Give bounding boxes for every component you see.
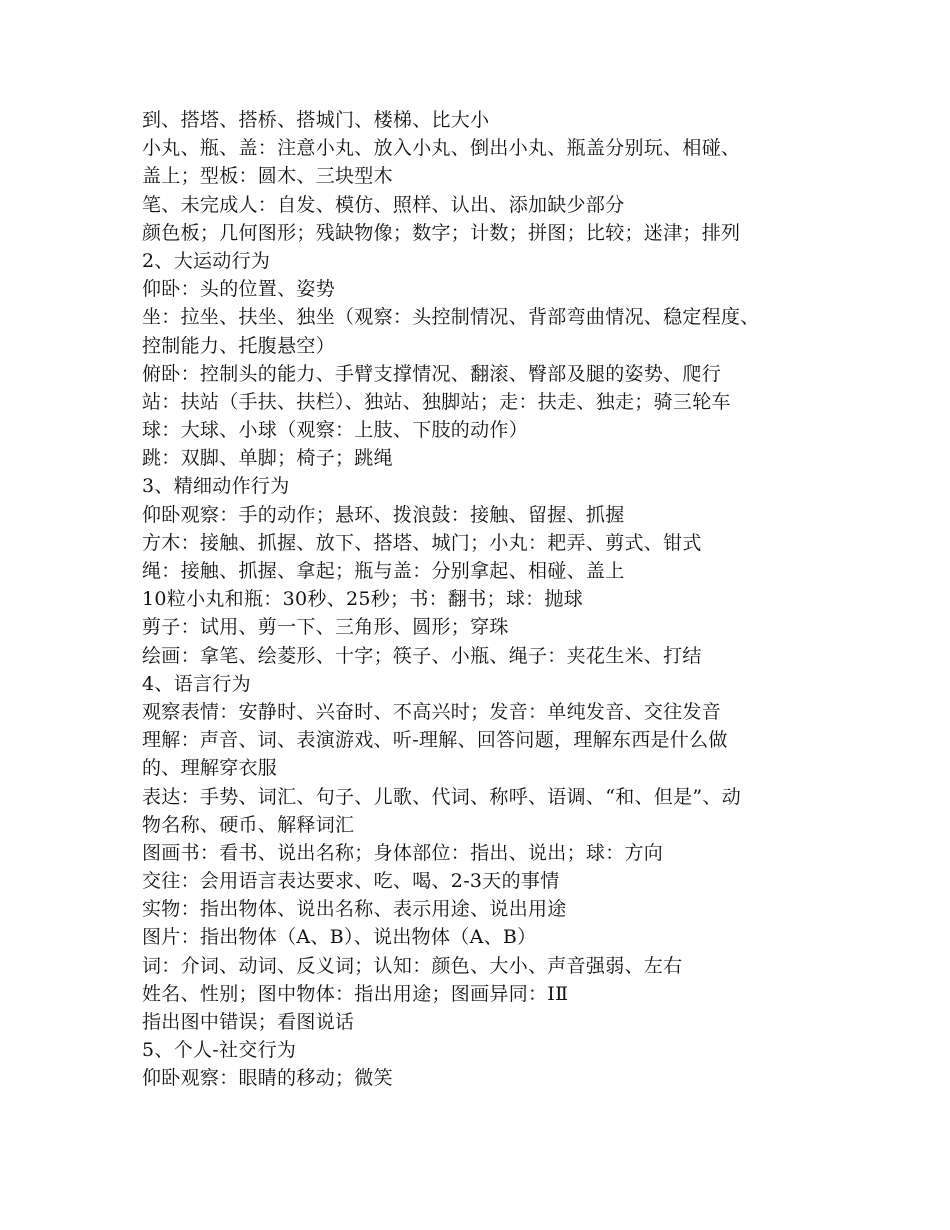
text-line: 小丸、瓶、盖：注意小丸、放入小丸、倒出小丸、瓶盖分别玩、相碰、 bbox=[142, 137, 741, 160]
text-line: 站：扶站（手扶、扶栏）、独站、独脚站；走：扶走、独走；骑三轮车 bbox=[142, 390, 731, 413]
text-line: 控制能力、托腹悬空） bbox=[142, 334, 336, 357]
text-line: 俯卧：控制头的能力、手臂支撑情况、翻滚、臀部及腿的姿势、爬行 bbox=[142, 362, 722, 385]
text-line: 坐：拉坐、扶坐、独坐（观察：头控制情况、背部弯曲情况、稳定程度、 bbox=[142, 306, 760, 329]
section-heading: 2、大运动行为 bbox=[142, 249, 271, 272]
section-heading: 4、语言行为 bbox=[142, 672, 251, 695]
text-line: 姓名、性别；图中物体：指出用途；图画异同：ⅠⅡ bbox=[142, 982, 569, 1005]
text-line: 笔、未完成人：自发、模仿、照样、认出、添加缺少部分 bbox=[142, 193, 625, 216]
text-line: 理解：声音、词、表演游戏、听-理解、回答问题，理解东西是什么做 bbox=[142, 729, 728, 752]
text-line: 物名称、硬币、解释词汇 bbox=[142, 813, 355, 836]
text-line: 指出图中错误；看图说话 bbox=[142, 1011, 355, 1033]
text-line: 观察表情：安静时、兴奋时、不高兴时；发音：单纯发音、交往发音 bbox=[142, 700, 722, 723]
text-line: 剪子：试用、剪一下、三角形、圆形；穿珠 bbox=[142, 616, 509, 639]
text-line: 图片：指出物体（A、B）、说出物体（A、B） bbox=[142, 926, 537, 949]
document-page bbox=[142, 106, 822, 1093]
text-line: 图画书：看书、说出名称；身体部位：指出、说出；球：方向 bbox=[142, 841, 664, 864]
section-heading: 5、个人-社交行为 bbox=[142, 1039, 297, 1062]
text-line: 仰卧观察：手的动作；悬环、拨浪鼓：接触、留握、抓握 bbox=[142, 503, 625, 526]
text-line: 绘画：拿笔、绘菱形、十字；筷子、小瓶、绳子：夹花生米、打结 bbox=[142, 644, 702, 667]
section-heading: 3、精细动作行为 bbox=[142, 475, 290, 498]
text-line: 词：介词、动词、反义词；认知：颜色、大小、声音强弱、左右 bbox=[142, 954, 683, 977]
text-line: 表达：手势、词汇、句子、儿歌、代词、称呼、语调、“和、但是”、动 bbox=[142, 785, 742, 808]
text-line: 仰卧：头的位置、姿势 bbox=[142, 278, 336, 301]
text-line: 方木：接触、抓握、放下、搭塔、城门；小丸：耙弄、剪式、钳式 bbox=[142, 531, 702, 554]
text-line: 跳：双脚、单脚；椅子；跳绳 bbox=[142, 447, 393, 470]
text-line: 仰卧观察：眼睛的移动；微笑 bbox=[142, 1067, 393, 1090]
text-line: 的、理解穿衣服 bbox=[142, 757, 278, 780]
text-line: 10粒小丸和瓶：30秒、25秒；书：翻书；球：抛球 bbox=[142, 588, 584, 611]
text-line: 绳：接触、抓握、拿起；瓶与盖：分别拿起、相碰、盖上 bbox=[142, 560, 625, 582]
text-line: 到、搭塔、搭桥、搭城门、楼梯、比大小 bbox=[142, 109, 490, 131]
text-line: 盖上；型板：圆木、三块型木 bbox=[142, 165, 393, 188]
text-line: 交往：会用语言表达要求、吃、喝、2-3天的事情 bbox=[142, 870, 560, 893]
text-line: 实物：指出物体、说出名称、表示用途、说出用途 bbox=[142, 898, 567, 921]
text-line: 颜色板；几何图形；残缺物像；数字；计数；拼图；比较；迷津；排列 bbox=[142, 221, 741, 244]
text-line: 球：大球、小球（观察：上肢、下肢的动作） bbox=[142, 419, 529, 442]
